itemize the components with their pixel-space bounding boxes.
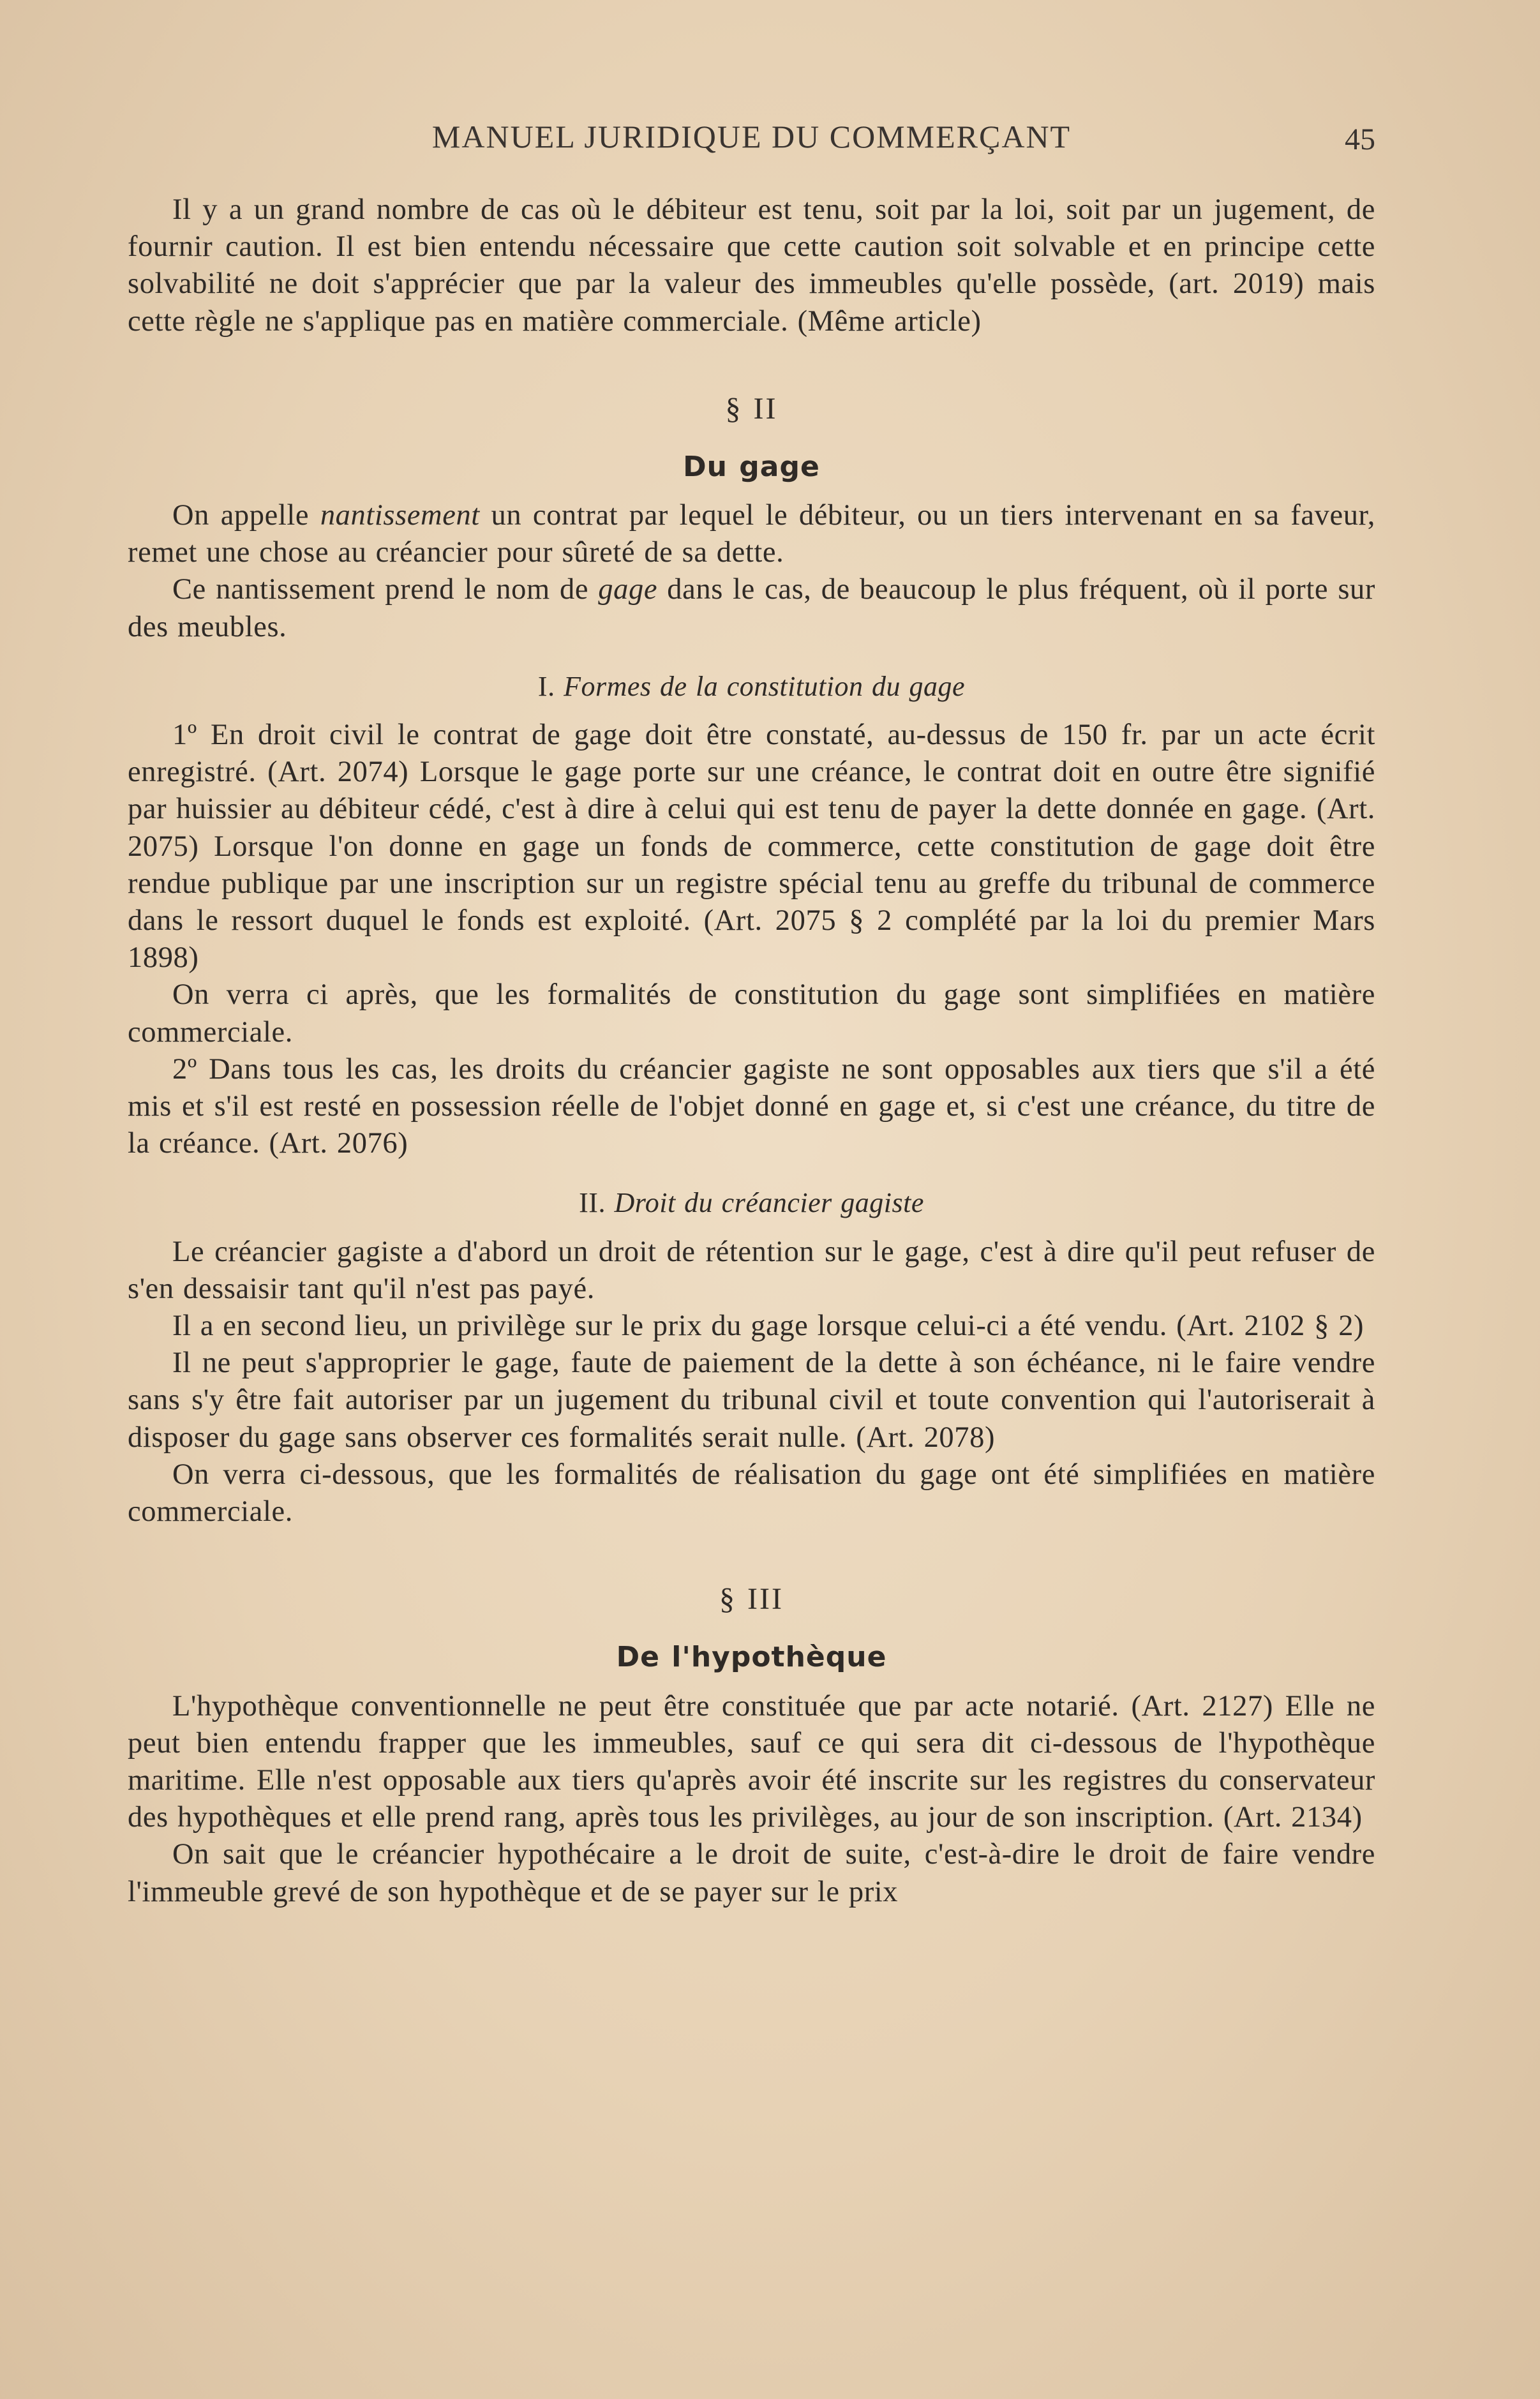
page-header (128, 118, 1375, 169)
paragraph-hypotheque-2: On sait que le créancier hypothécaire a le droit de suite, c'est-à-dire le droit de faire vendre l'immeuble grevé de son hypothèque et de se payer sur le prix (128, 1838, 1375, 1908)
paragraph-droit-4: On verra ci-dessous, que les formalités de réalisation du gage ont été simplifiées en matière commerciale. (128, 1458, 1375, 1528)
page-number: 45 (1345, 123, 1375, 156)
section-sign-3: § III (719, 1582, 784, 1617)
subsection-number: I. (537, 670, 564, 702)
text-run: On appelle (172, 499, 320, 532)
book-page (128, 118, 1375, 1911)
subsection-heading: Droit du créancier gagiste (614, 1187, 924, 1219)
subsection-number: II. (579, 1187, 615, 1219)
section-title-gage: Du gage (683, 450, 820, 483)
subsection-title-droit (128, 1185, 1375, 1222)
italic-term: nantissement (320, 499, 480, 532)
paragraph-droit-1: Le créancier gagiste a d'abord un droit de rétention sur le gage, c'est à dire qu'il peut refuser de s'en dessaisir tant qu'il n'est pas payé. (128, 1235, 1375, 1305)
paragraph-formes-3: 2º Dans tous les cas, les droits du créancier gagiste ne sont opposables aux tiers que s'il a été mis et s'il est resté en possession réelle de l'objet donné en gage et, si c'est une créance, du titre de la créance. (Art. 2076) (128, 1052, 1375, 1160)
paragraph-droit-2: Il a en second lieu, un privilège sur le prix du gage lorsque celui-ci a été vendu. (Art. 2102 § 2) (172, 1310, 1364, 1343)
text-run: un contrat par lequel le débiteur, ou un tiers intervenant en sa faveur, remet une chose au créancier pour sûreté de sa dette. (128, 499, 1376, 569)
paragraph-droit-3: Il ne peut s'approprier le gage, faute de paiement de la dette à son échéance, ni le faire vendre sans s'y être fait autoriser par un jugement du tribunal civil et toute convention qui l'autoriserait à disposer du gage sans observer ces formalités serait nulle. (Art. 2078) (128, 1347, 1375, 1454)
page-body (128, 191, 1375, 1911)
subsection-heading: Formes de la constitution du gage (564, 670, 966, 702)
paragraph-gage-definition (128, 571, 1375, 645)
paragraph-formes-2: On verra ci après, que les formalités de constitution du gage sont simplifiées en matière commerciale. (128, 978, 1375, 1049)
running-title: MANUEL JURIDIQUE DU COMMERÇANT (431, 119, 1072, 154)
paragraph-hypotheque-1: L'hypothèque conventionnelle ne peut être constituée que par acte notarié. (Art. 2127) Elle ne peut bien entendu frapper que les immeubles, sauf ce qui sera dit ci-dessous de l'hypothèque maritime. Elle n'est opposable aux tiers qu'après avoir été inscrite sur les registres du conservateur des hypothèques et elle prend rang, après tous les privilèges, au jour de son inscription. (Art. 2134) (128, 1689, 1375, 1834)
paragraph-formes-1: 1º En droit civil le contrat de gage doit être constaté, au-dessus de 150 fr. par un acte écrit enregistré. (Art. 2074) Lorsque le gage porte sur une créance, le contrat doit en outre être signifié par huissier au débiteur cédé, c'est à dire à celui qui est tenu de payer la dette donnée en gage. (Art. 2075) Lorsque l'on donne en gage un fonds de commerce, cette constitution de gage doit être rendue publique par une inscription sur un registre spécial tenu au greffe du tribunal de commerce dans le ressort duquel le fonds est exploité. (Art. 2075 § 2 complété par la loi du premier Mars 1898) (128, 719, 1375, 975)
paragraph-nantissement (128, 497, 1375, 571)
text-run: dans le cas, de beaucoup le plus fréquent, où il porte sur des meubles. (128, 573, 1375, 643)
italic-term: gage (598, 573, 658, 606)
section-sign-2: § II (725, 391, 778, 426)
section-title-hypotheque: De l'hypothèque (616, 1641, 887, 1674)
subsection-title-formes (128, 668, 1375, 705)
intro-paragraph: Il y a un grand nombre de cas où le débiteur est tenu, soit par la loi, soit par un jugement, de fournir caution. Il est bien entendu nécessaire que cette caution soit solvable et en principe cette solvabilité ne doit s'apprécier que par la valeur des immeubles qu'elle possède, (art. 2019) mais cette règle ne s'applique pas en matière commerciale. (Même article) (128, 193, 1375, 338)
text-run: Ce nantissement prend le nom de (172, 573, 599, 606)
